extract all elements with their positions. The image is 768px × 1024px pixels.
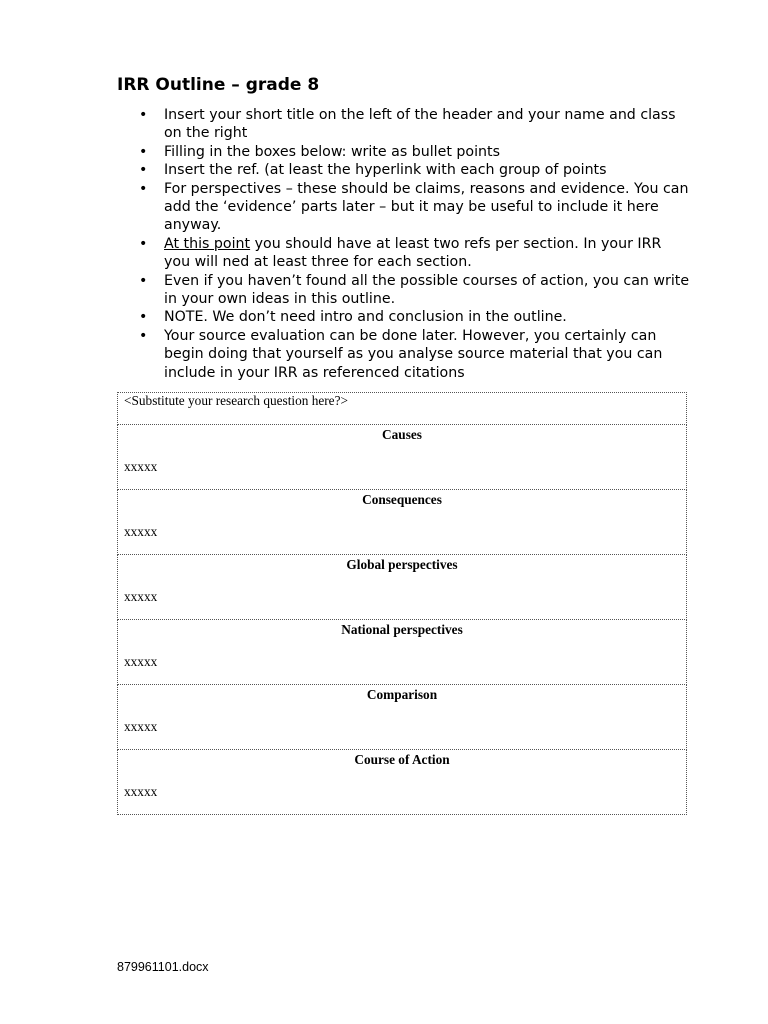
section-cell-comparison[interactable] <box>118 685 687 750</box>
section-body: xxxxx <box>124 784 158 799</box>
table-row <box>118 620 687 685</box>
list-item-text: For perspectives – these should be claims, reasons and evidence. You can add the ‘evidence’ parts later – but it may be useful to include it here anyway. <box>164 180 689 234</box>
footer-filename: 879961101.docx <box>117 960 209 974</box>
section-body: xxxxx <box>124 719 158 734</box>
section-cell-causes[interactable] <box>118 425 687 490</box>
list-item-text: Filling in the boxes below: write as bullet points <box>164 143 500 160</box>
bullet-icon: • <box>139 107 148 123</box>
bullet-icon: • <box>139 272 148 289</box>
bullet-icon: • <box>139 235 148 252</box>
section-body: xxxxx <box>124 589 158 604</box>
section-cell-consequences[interactable] <box>118 490 687 555</box>
outline-table <box>117 392 687 815</box>
bullet-icon: • <box>139 327 148 344</box>
list-item <box>117 180 691 235</box>
list-item-text: Even if you haven’t found all the possible courses of action, you can write in your own ideas in this outline. <box>164 272 690 308</box>
bullet-icon: • <box>139 180 148 197</box>
section-heading: Course of Action <box>354 752 450 767</box>
table-row <box>118 490 687 555</box>
table-row <box>118 555 687 620</box>
list-item <box>117 235 691 272</box>
section-body: xxxxx <box>124 654 158 669</box>
instruction-list <box>117 106 691 382</box>
table-row <box>118 750 687 815</box>
section-heading: Global perspectives <box>346 557 458 572</box>
bullet-icon: • <box>139 162 148 179</box>
section-cell-course-of-action[interactable] <box>118 750 687 815</box>
table-row <box>118 685 687 750</box>
list-item <box>117 161 691 179</box>
list-item <box>117 272 691 309</box>
list-item-text: Your source evaluation can be done later. However, you certainly can begin doing that yourself as you analyse source material that you can include in your IRR as referenced citations <box>164 327 663 381</box>
list-item <box>117 106 691 143</box>
list-item-text: you should have at least two refs per section. In your IRR you will ned at least three for each section. <box>164 235 662 271</box>
underlined-phrase: At this point <box>164 235 251 252</box>
section-cell-national-perspectives[interactable] <box>118 620 687 685</box>
research-question-cell[interactable]: <Substitute your research question here?> <box>118 393 687 425</box>
section-heading: Consequences <box>362 492 442 507</box>
list-item-text: Insert the ref. (at least the hyperlink with each group of points <box>164 162 607 179</box>
section-heading: Causes <box>382 427 422 442</box>
bullet-icon: • <box>139 143 148 160</box>
list-item-text: NOTE. We don’t need intro and conclusion in the outline. <box>164 309 567 326</box>
section-heading: National perspectives <box>341 622 463 637</box>
list-item <box>117 143 691 161</box>
section-heading: Comparison <box>366 687 438 702</box>
section-body: xxxxx <box>124 459 158 474</box>
list-item <box>117 327 691 382</box>
table-row <box>118 425 687 490</box>
section-body: xxxxx <box>124 524 158 539</box>
section-cell-global-perspectives[interactable] <box>118 555 687 620</box>
list-item-text: Insert your short title on the left of the header and your name and class on the right <box>164 107 676 142</box>
table-row <box>118 393 687 425</box>
bullet-icon: • <box>139 309 148 326</box>
list-item <box>117 308 691 326</box>
page-title: IRR Outline – grade 8 <box>117 75 320 95</box>
